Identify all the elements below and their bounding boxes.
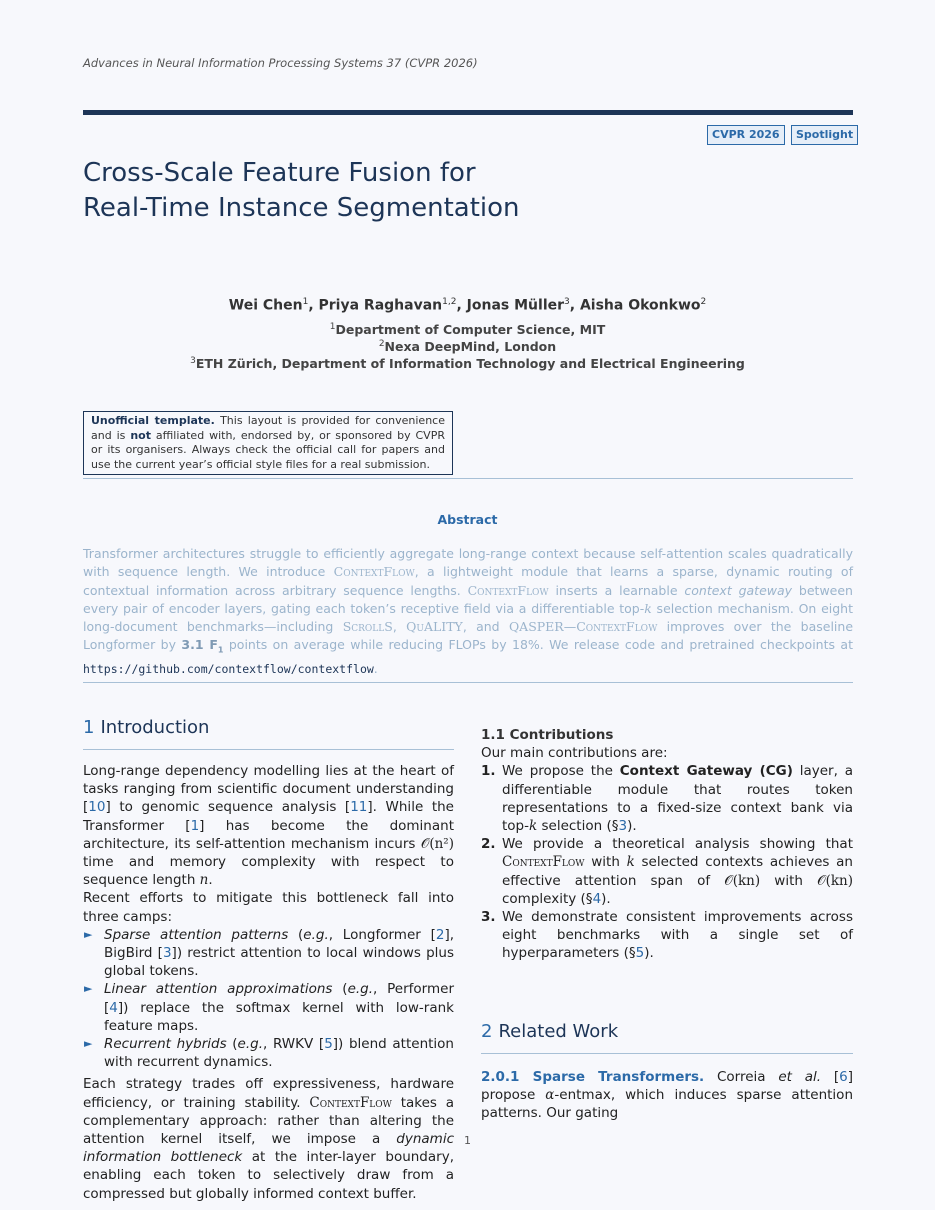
- author-affil-marker: 2: [700, 297, 707, 307]
- text: We demonstrate consistent improvements across eight benchmarks with a single set of hyperparameters (§: [502, 909, 853, 962]
- intro-paragraph: [83, 762, 454, 889]
- contributions-list: [481, 762, 853, 962]
- subsection-heading-contributions: 1.1 Contributions: [481, 727, 614, 743]
- section-ref-link[interactable]: 3: [618, 818, 628, 835]
- code-url-link[interactable]: https://github.com/contextflow/contextflow: [83, 662, 374, 677]
- text: layer, a differentiable module that routes token representations to a fixed-size context bank via top-: [502, 763, 853, 835]
- abstract-emphasis: context gateway: [684, 582, 793, 598]
- benchmark-name: ScrollS: [342, 619, 393, 635]
- math-k: k: [626, 854, 635, 871]
- approach-list: [83, 926, 454, 1072]
- affil-marker: 1: [329, 322, 336, 332]
- method-name: ContextFlow: [467, 582, 549, 598]
- author-name: Aisha Okonkwo: [579, 297, 701, 314]
- method-name: ContextFlow: [333, 564, 415, 580]
- math-complexity: 𝒪(kn): [817, 872, 853, 889]
- conference-badge: CVPR 2026: [707, 125, 785, 145]
- text: We propose the: [502, 763, 620, 780]
- triangle-bullet-icon: ►: [84, 927, 93, 941]
- divider: [481, 1053, 853, 1054]
- author-name: Priya Raghavan: [318, 297, 443, 314]
- section-number: 1: [83, 717, 95, 738]
- item-number: 2.: [481, 836, 496, 853]
- list-item: [83, 926, 454, 981]
- math-complexity: 𝒪(n²): [420, 835, 454, 852]
- author-affil-marker: 3: [564, 297, 570, 307]
- affil-text: Department of Computer Science, MIT: [335, 322, 606, 338]
- abstract-span: improves over the baseline Longformer by: [83, 619, 854, 653]
- text: ).: [627, 818, 637, 835]
- citation-link[interactable]: 2: [435, 926, 445, 943]
- math-k: k: [529, 818, 538, 835]
- affiliation: [0, 322, 935, 337]
- notice-label: Unofficial template.: [91, 414, 215, 427]
- notice-emphasis: not: [130, 428, 151, 442]
- author-list: Wei Chen$^1$, Priya Raghavan$^{1,2}$, Jonas Müller$^3$, Aisha Okonkwo$^2$: [228, 297, 707, 314]
- text: with: [760, 872, 818, 889]
- item-emphasis: Sparse attention patterns: [104, 926, 289, 943]
- venue-header: Advances in Neural Information Processing Systems 37 (CVPR 2026): [83, 56, 478, 70]
- list-item: [83, 1035, 454, 1071]
- divider: [83, 478, 853, 479]
- eg: e.g.: [303, 926, 329, 943]
- abstract-span: —: [563, 619, 577, 635]
- text: ]) replace the softmax kernel with low-rank feature maps.: [104, 999, 454, 1034]
- text: selected contexts achieves an effective attention span of: [502, 854, 853, 889]
- gain-text: 3.1 F: [181, 637, 218, 653]
- gain-value: [181, 637, 224, 655]
- text: Correia: [704, 1069, 779, 1085]
- title-line-1: Cross-Scale Feature Fusion for: [83, 158, 476, 188]
- text: with: [584, 854, 627, 871]
- text: complexity (§: [502, 890, 593, 907]
- affil-text: ETH Zürich, Department of Information Technology and Electrical Engineering: [195, 356, 745, 372]
- text: time and memory complexity with respect to sequence length: [83, 854, 454, 889]
- text: ]. While the Transformer [: [83, 799, 454, 834]
- abstract-text: [83, 545, 853, 679]
- method-name: ContextFlow: [576, 619, 658, 635]
- list-item: [481, 762, 853, 835]
- citation-link[interactable]: 3: [162, 945, 172, 962]
- subsubsection-heading: 2.0.1 Sparse Transformers.: [481, 1069, 705, 1085]
- citation-link[interactable]: 10: [88, 799, 106, 816]
- section-heading-introduction: [83, 717, 209, 738]
- item-number: 1.: [481, 763, 496, 780]
- text: ], BigBird [: [104, 926, 454, 962]
- text: (: [332, 981, 348, 998]
- triangle-bullet-icon: ►: [84, 1037, 93, 1051]
- text: ] to genomic sequence analysis [: [105, 799, 351, 816]
- text-emphasis: et al.: [778, 1069, 822, 1085]
- text: [: [821, 1069, 840, 1085]
- affil-text: Nexa DeepMind, London: [384, 339, 557, 355]
- abstract-span: between every pair of encoder layers, gating each token’s receptive field via a differentiable top-: [83, 582, 853, 616]
- citation-link[interactable]: 1: [190, 817, 200, 834]
- unofficial-template-notice: [83, 411, 453, 475]
- section-title: Related Work: [498, 1021, 619, 1042]
- eg: e.g.: [347, 981, 374, 998]
- page-number: 1: [464, 1134, 471, 1147]
- contributions-block: [481, 720, 853, 963]
- text: .: [208, 872, 213, 889]
- text: ]) restrict attention to local windows plus global tokens.: [104, 945, 454, 980]
- citation-link[interactable]: 4: [109, 999, 118, 1016]
- list-item: [481, 908, 853, 963]
- citation-link[interactable]: 11: [350, 799, 368, 816]
- abstract-span: selection mechanism. On eight long-document benchmarks—including: [83, 600, 854, 635]
- abstract-span: , a lightweight module that learns a sparse, dynamic routing of contextual information across arbitrary sequence lengths.: [83, 564, 853, 598]
- math-k: k: [644, 600, 652, 616]
- title-line-2: Real-Time Instance Segmentation: [83, 193, 520, 223]
- text: (: [226, 1036, 238, 1053]
- item-emphasis: Recurrent hybrids: [104, 1036, 227, 1053]
- gain-subscript: 1: [217, 645, 224, 655]
- author-affil-marker: 1,2: [442, 297, 457, 307]
- text: takes a complementary approach: rather than altering the attention kernel itself, we impose a: [83, 1094, 454, 1148]
- item-emphasis: Linear attention approximations: [104, 981, 333, 998]
- author-name: Jonas Müller: [466, 297, 565, 314]
- text: ).: [601, 890, 611, 907]
- text: , RWKV [: [263, 1036, 325, 1053]
- notice-text: affiliated with, endorsed by, or sponsored by CVPR or its organisers. Always check the official call for papers and use the current year’s official style files for a real submission.: [91, 428, 445, 471]
- text: ).: [644, 945, 654, 962]
- section-ref-link[interactable]: 4: [592, 890, 602, 907]
- text: at the inter-layer boundary, enabling each token to selectively draw from a compressed but globally informed context buffer.: [83, 1149, 454, 1202]
- paper-title: [83, 156, 520, 226]
- method-name: ContextFlow: [502, 854, 585, 871]
- math-n: n: [199, 872, 209, 889]
- list-item: [481, 835, 853, 908]
- affil-marker: 2: [378, 339, 385, 349]
- text-bold: Context Gateway (CG): [619, 763, 793, 780]
- text: -entmax, which induces sparse attention patterns. Our gating: [481, 1087, 854, 1122]
- contributions-lead: Our main contributions are:: [481, 745, 668, 762]
- method-name: ContextFlow: [309, 1094, 392, 1111]
- divider: [83, 682, 853, 683]
- text: , Performer [: [104, 981, 454, 1016]
- text: ]) blend attention with recurrent dynamics.: [104, 1036, 454, 1071]
- section-ref-link[interactable]: 5: [635, 945, 645, 962]
- abstract-span: .: [373, 661, 378, 677]
- intro-paragraph: Recent efforts to mitigate this bottleneck fall into three camps:: [83, 890, 454, 925]
- text: We provide a theoretical analysis showing that: [502, 836, 853, 853]
- benchmark-name: QuALITY: [406, 619, 463, 635]
- citation-link[interactable]: 6: [839, 1069, 848, 1085]
- math-complexity: 𝒪(kn): [724, 872, 761, 889]
- text: (: [288, 926, 304, 943]
- section-heading-related-work: [481, 1021, 618, 1042]
- text: selection (§: [537, 818, 619, 835]
- notice-text: This layout is provided for convenience and is: [91, 414, 445, 442]
- eg: e.g.: [237, 1036, 264, 1053]
- author-affil-marker: 1: [302, 297, 309, 307]
- divider: [83, 749, 454, 750]
- text-emphasis: dynamic information bottleneck: [83, 1131, 454, 1166]
- abstract-heading: Abstract: [437, 512, 498, 527]
- section-number: 2: [481, 1021, 493, 1042]
- list-item: [83, 980, 454, 1035]
- top-rule: [83, 110, 853, 115]
- abstract-span: Transformer architectures struggle to efficiently aggregate long-range context because self-attention scales quadratically with sequence length. We introduce: [83, 546, 853, 580]
- affil-marker: 3: [190, 356, 196, 366]
- text: ] has become the dominant architecture, its self-attention mechanism incurs: [83, 817, 454, 852]
- abstract-span: points on average while reducing FLOPs by 18%. We release code and pretrained checkpoints at: [223, 637, 853, 653]
- benchmark-name: QASPER: [508, 619, 564, 635]
- citation-link[interactable]: 5: [324, 1036, 333, 1053]
- text: ] propose: [481, 1069, 853, 1104]
- abstract-span: ,: [392, 619, 407, 635]
- author-name: Wei Chen: [228, 297, 303, 314]
- item-number: 3.: [481, 909, 496, 926]
- triangle-bullet-icon: ►: [84, 982, 93, 996]
- abstract-span: , and: [462, 619, 509, 635]
- section-title: Introduction: [100, 717, 210, 738]
- abstract-span: inserts a learnable: [548, 582, 685, 598]
- text: , Longformer [: [328, 926, 436, 943]
- intro-continuation: [481, 720, 853, 721]
- text: Each strategy trades off expressiveness, hardware efficiency, or training stability.: [83, 1076, 454, 1111]
- math-alpha: α: [545, 1087, 555, 1104]
- affiliation: [0, 356, 935, 371]
- related-work-paragraph: [481, 1068, 853, 1123]
- text: Long-range dependency modelling lies at the heart of tasks ranging from scientific document understanding [: [83, 763, 454, 816]
- spotlight-badge: Spotlight: [791, 125, 858, 145]
- affiliation: [0, 339, 935, 354]
